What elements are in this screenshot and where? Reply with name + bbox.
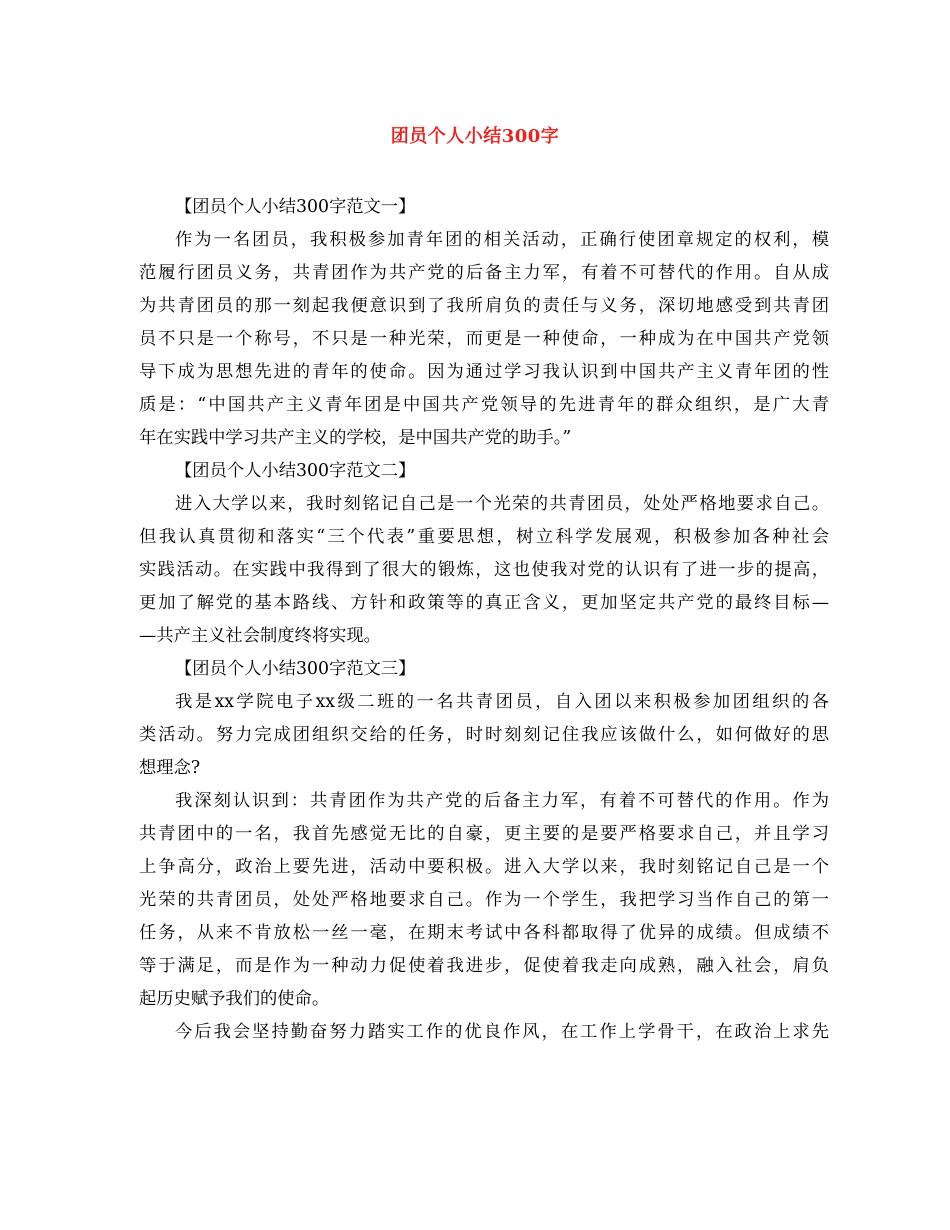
paragraph-line: 我深刻认识到：共青团作为共产党的后备主力军，有着不可替代的作用。作为	[175, 791, 829, 811]
paragraph-line: 等于满足，而是作为一种动力促使着我进步，促使着我走向成熟，融入社会，肩负	[139, 956, 829, 976]
paragraph-line: 质是：“中国共产主义青年团是中国共产党领导的先进青年的群众组织，是广大青	[139, 395, 829, 415]
paragraph-line: 实践活动。在实践中我得到了很大的锻炼，这也使我对党的认识有了进一步的提高，	[139, 560, 829, 580]
paragraph-line: 上争高分，政治上要先进，活动中要积极。进入大学以来，我时刻铭记自己是一个	[139, 857, 829, 877]
paragraph-line: 更加了解党的基本路线、方针和政策等的真正含义，更加坚定共产党的最终目标—	[139, 593, 829, 613]
section-heading-3: 【团员个人小结300字范文三】	[175, 659, 416, 679]
paragraph-line: 任务，从来不肯放松一丝一毫，在期末考试中各科都取得了优异的成绩。但成绩不	[139, 923, 829, 943]
paragraph-line: 起历史赋予我们的使命。	[139, 989, 330, 1009]
section-heading-2: 【团员个人小结300字范文二】	[175, 461, 416, 481]
paragraph-line: —共产主义社会制度终将实现。	[139, 626, 381, 646]
paragraph-line: 光荣的共青团员，处处严格地要求自己。作为一个学生，我把学习当作自己的第一	[139, 890, 829, 910]
paragraph-line: 我是xx学院电子xx级二班的一名共青团员，自入团以来积极参加团组织的各	[175, 692, 829, 712]
paragraph-line: 进入大学以来，我时刻铭记自己是一个光荣的共青团员，处处严格地要求自己。	[175, 494, 829, 514]
paragraph-line: 类活动。努力完成团组织交给的任务，时时刻刻记住我应该做什么，如何做好的思	[139, 725, 829, 745]
paragraph-line: 为共青团员的那一刻起我便意识到了我所肩负的责任与义务，深切地感受到共青团	[139, 296, 829, 316]
paragraph-line: 今后我会坚持勤奋努力踏实工作的优良作风，在工作上学骨干，在政治上求先	[175, 1022, 829, 1042]
paragraph-line: 想理念?	[139, 758, 201, 778]
paragraph-line: 共青团中的一名，我首先感觉无比的自豪，更主要的是要严格要求自己，并且学习	[139, 824, 829, 844]
paragraph-line: 年在实践中学习共产主义的学校，是中国共产党的助手。”	[139, 428, 572, 448]
paragraph-line: 员不只是一个称号，不只是一种光荣，而更是一种使命，一种成为在中国共产党领	[139, 329, 829, 349]
paragraph-line: 导下成为思想先进的青年的使命。因为通过学习我认识到中国共产主义青年团的性	[139, 362, 829, 382]
document-title: 团员个人小结300字	[390, 126, 560, 147]
section-heading-1: 【团员个人小结300字范文一】	[175, 197, 416, 217]
paragraph-line: 但我认真贯彻和落实“三个代表”重要思想，树立科学发展观，积极参加各种社会	[139, 527, 829, 547]
paragraph-line: 范履行团员义务，共青团作为共产党的后备主力军，有着不可替代的作用。自从成	[139, 263, 829, 283]
paragraph-line: 作为一名团员，我积极参加青年团的相关活动，正确行使团章规定的权利，模	[175, 230, 829, 250]
